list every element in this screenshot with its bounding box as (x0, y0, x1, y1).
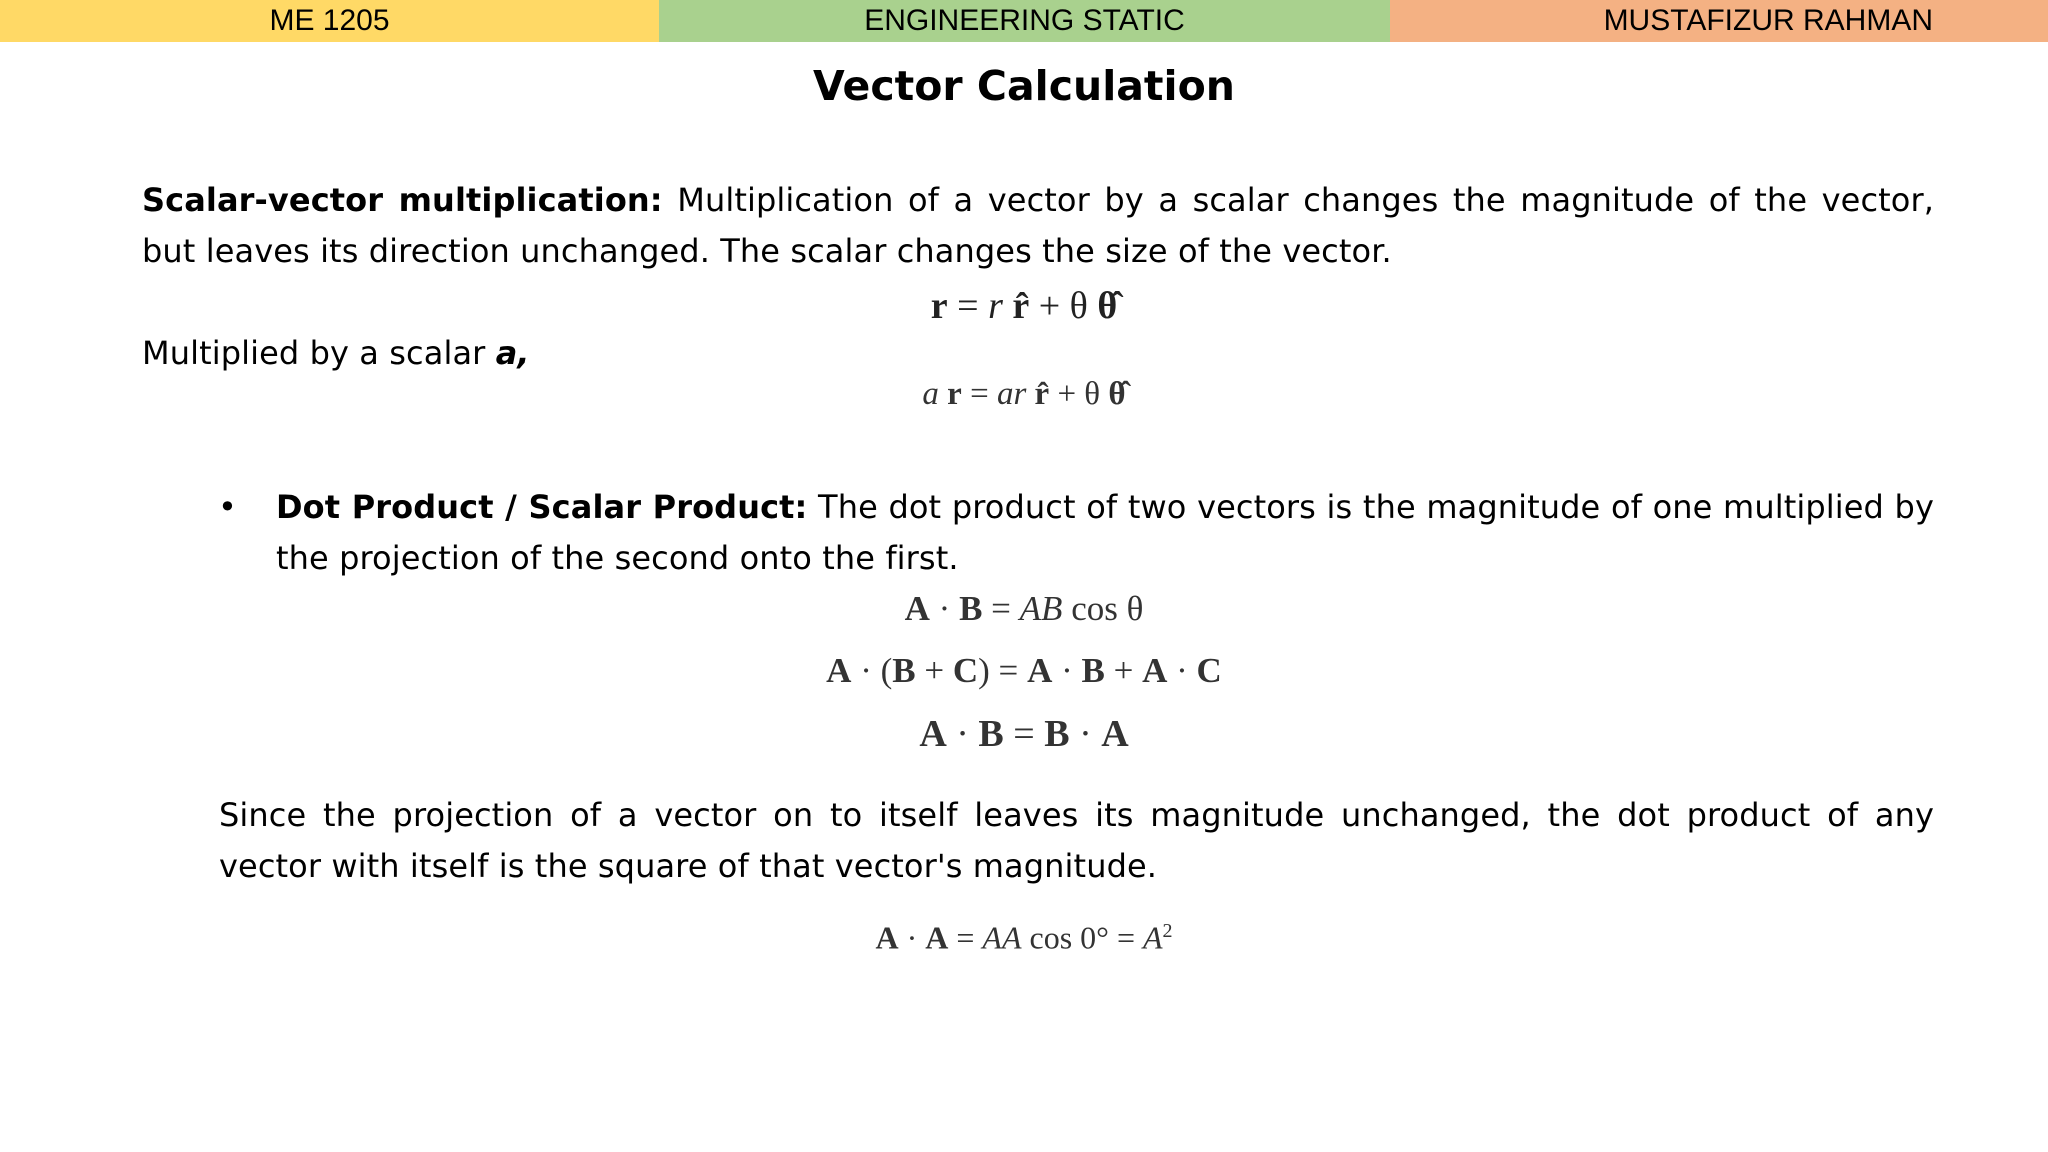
scalar-vector-paragraph (142, 175, 1934, 277)
header-course-code: ME 1205 (0, 0, 659, 42)
formula-dot-definition: A · B = AB cos θ (904, 589, 1144, 628)
self-projection-paragraph: Since the projection of a vector on to itself leaves its magnitude unchanged, the dot product of any vector with itself is the square of that vector's magnitude. (219, 796, 1934, 885)
formula-dot-distributive: A · (B + C) = A · B + A · C (826, 651, 1222, 690)
formula-scaled-vector: a r = ar r̂ + θ θ̂ (922, 376, 1126, 412)
dot-product-text: The dot product of two vectors is the magnitude of one multiplied by the projection of the second onto the first. (276, 488, 1934, 577)
scalar-vector-heading: Scalar-vector multiplication: (142, 181, 663, 219)
dot-product-paragraph (276, 482, 1934, 584)
scalar-symbol: a, (495, 334, 530, 372)
header-bar (0, 0, 2048, 42)
formula-dot-self: A · A = AA $\cos 0^\circ = A^2$ (875, 919, 1173, 956)
formula-dot-commutative: A · B = B · A (919, 713, 1129, 755)
header-instructor: MUSTAFIZUR RAHMAN (1390, 0, 2048, 42)
multiplied-prefix: Multiplied by a scalar (142, 334, 496, 372)
bullet-dot: • (218, 488, 237, 526)
slide-title: Vector Calculation (813, 62, 1235, 110)
dot-product-heading: Dot Product / Scalar Product: (276, 488, 808, 526)
scalar-vector-text: Multiplication of a vector by a scalar changes the magnitude of the vector, but leaves its direction unchanged. The scalar changes the size of the vector. (142, 181, 1934, 270)
formula-vector-r: r = r r̂ + θ θ̂ (930, 285, 1118, 327)
header-course-name: ENGINEERING STATIC (659, 0, 1390, 42)
